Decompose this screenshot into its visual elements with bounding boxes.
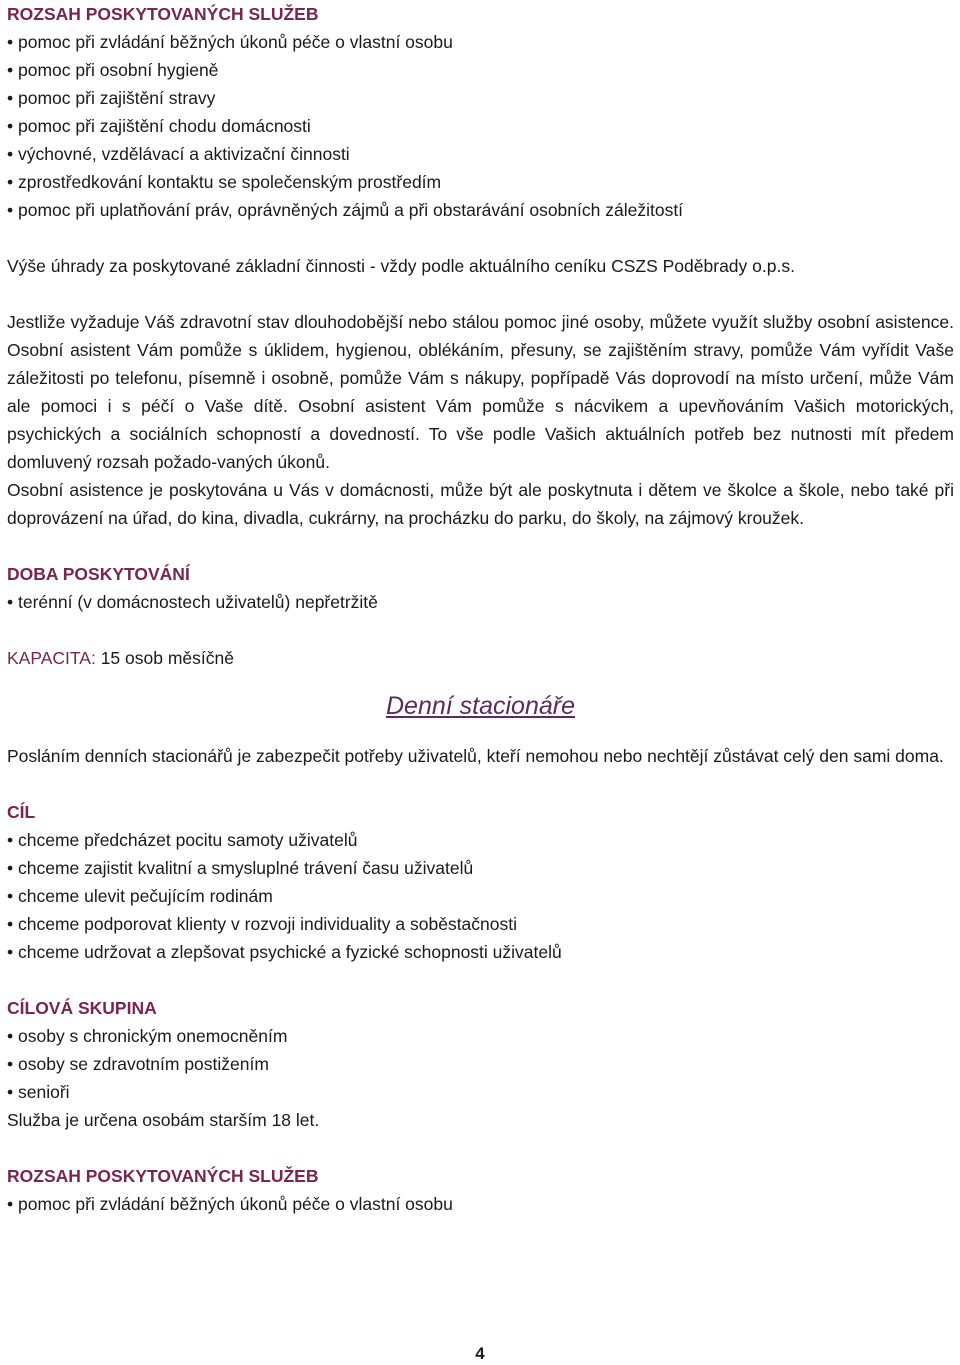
services-heading: ROZSAH POSKYTOVANÝCH SLUŽEB — [7, 4, 319, 24]
list-item: • osoby se zdravotním postižením — [7, 1050, 954, 1078]
capacity-value: 15 osob měsíčně — [100, 648, 234, 668]
target-group-list — [7, 1022, 954, 1106]
assistance-paragraph-2: Osobní asistence je poskytována u Vás v domácnosti, může být ale poskytnuta i dětem ve školce a škole, nebo také při doprovázení na úřad, do kina, divadla, cukrárny, na procházku do parku, do školy, na zájmový kroužek. — [7, 480, 954, 528]
list-item: • pomoc při uplatňování práv, oprávněných zájmů a při obstarávání osobních záležitostí — [7, 196, 954, 224]
list-item: • osoby s chronickým onemocněním — [7, 1022, 954, 1050]
goal-heading: CÍL — [7, 802, 36, 822]
page-number: 4 — [475, 1344, 485, 1363]
goal-list — [7, 826, 954, 966]
list-item: • pomoc při osobní hygieně — [7, 56, 954, 84]
list-item: • pomoc při zajištění stravy — [7, 84, 954, 112]
list-item: • pomoc při zajištění chodu domácnosti — [7, 112, 954, 140]
list-item: • pomoc při zvládání běžných úkonů péče o vlastní osobu — [7, 28, 954, 56]
list-item: • chceme předcházet pocitu samoty uživatelů — [7, 826, 954, 854]
list-item: • chceme podporovat klienty v rozvoji individuality a soběstačnosti — [7, 910, 954, 938]
day-centers-title: Denní stacionáře — [385, 692, 575, 720]
services-list — [7, 28, 954, 224]
payment-text: Výše úhrady za poskytované základní činnosti - vždy podle aktuálního ceníku CSZS Poděbrady o.p.s. — [7, 256, 795, 276]
duration-list — [7, 588, 954, 616]
list-item: • senioři — [7, 1078, 954, 1106]
list-item: • chceme zajistit kvalitní a smysluplné trávení času uživatelů — [7, 854, 954, 882]
list-item: • chceme udržovat a zlepšovat psychické a fyzické schopnosti uživatelů — [7, 938, 954, 966]
list-item: • terénní (v domácnostech uživatelů) nepřetržitě — [7, 588, 954, 616]
services-heading-2: ROZSAH POSKYTOVANÝCH SLUŽEB — [7, 1166, 319, 1186]
day-centers-mission: Posláním denních stacionářů je zabezpečit potřeby uživatelů, kteří nemohou nebo nechtějí zůstávat celý den sami doma. — [7, 746, 944, 766]
list-item: • pomoc při zvládání běžných úkonů péče o vlastní osobu — [7, 1190, 954, 1218]
list-item: • chceme ulevit pečujícím rodinám — [7, 882, 954, 910]
capacity-line — [7, 644, 954, 672]
target-group-heading: CÍLOVÁ SKUPINA — [7, 998, 157, 1018]
capacity-label: KAPACITA: — [7, 648, 96, 668]
list-item: • zprostředkování kontaktu se společenským prostředím — [7, 168, 954, 196]
target-group-note: Služba je určena osobám starším 18 let. — [7, 1110, 320, 1130]
assistance-paragraph: Jestliže vyžaduje Váš zdravotní stav dlouhodobější nebo stálou pomoc jiné osoby, můžete využít služby osobní asistence. Osobní asistent Vám pomůže s úklidem, hygienou, oblékáním, přesuny, se zajištěním stravy, pomůže Vám vyřídit Vaše záležitosti po telefonu, písemně i osobně, pomůže Vám s nákupy, popřípadě Vás doprovodí na místo určení, může Vám ale pomoci i s péčí o Vaše dítě. Osobní asistent Vám pomůže s nácvikem a upevňováním Vašich motorických, psychických a sociálních schopností a dovedností. To vše podle Vašich aktuálních potřeb bez nutnosti mít předem domluvený rozsah požado-vaných úkonů. — [7, 312, 954, 472]
services-list-2 — [7, 1190, 954, 1218]
list-item: • výchovné, vzdělávací a aktivizační činnosti — [7, 140, 954, 168]
duration-heading: DOBA POSKYTOVÁNÍ — [7, 564, 190, 584]
